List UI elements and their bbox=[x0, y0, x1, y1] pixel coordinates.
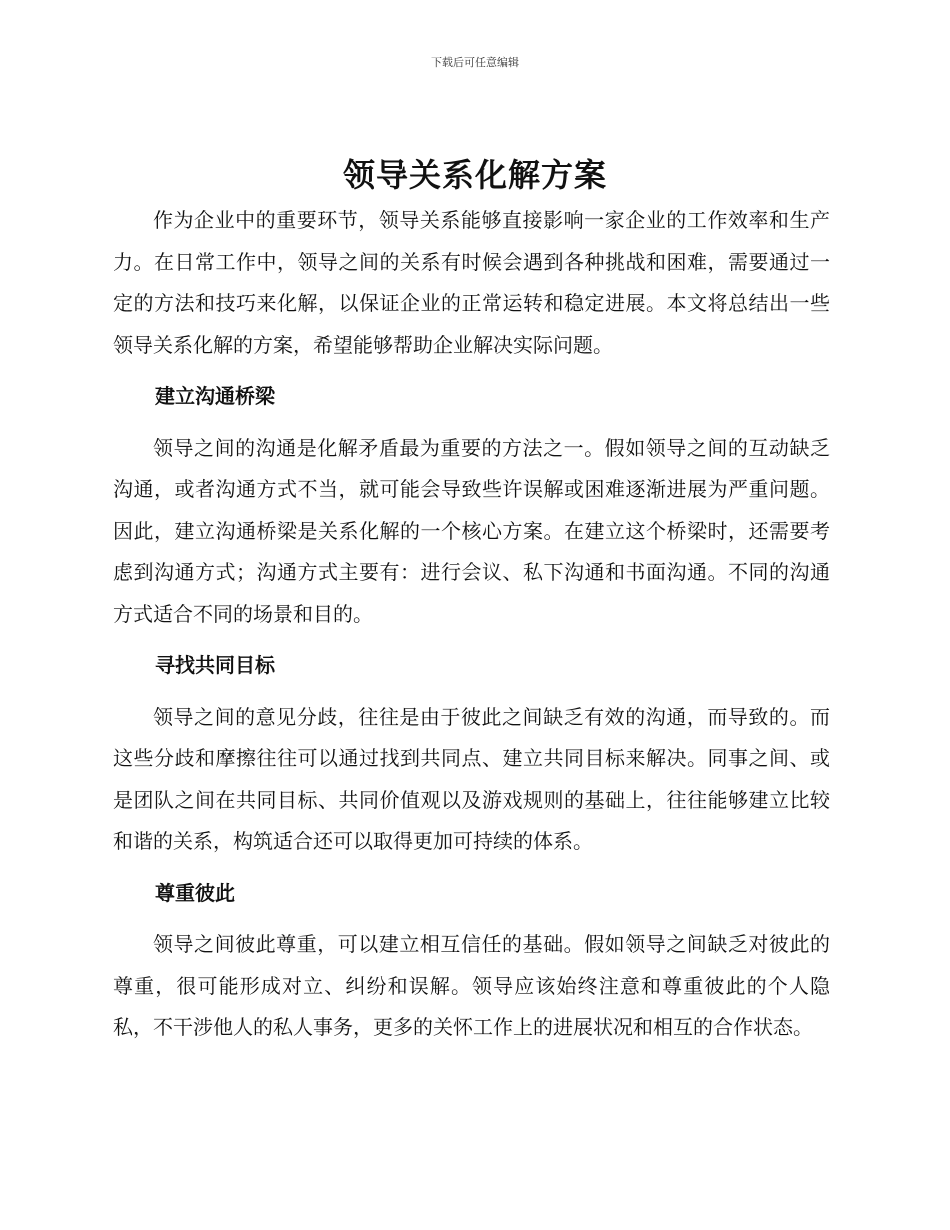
section-heading-common-goal: 寻找共同目标 bbox=[155, 653, 275, 677]
section-heading-respect: 尊重彼此 bbox=[155, 880, 235, 905]
section-heading-communication: 建立沟通桥梁 bbox=[155, 384, 275, 408]
header-note: 下载后可任意编辑 bbox=[431, 56, 519, 69]
section-body-respect: 领导之间彼此尊重，可以建立相互信任的基础。假如领导之间缺乏对彼此的尊重，很可能形成对立、纠纷和误解。领导应该始终注意和尊重彼此的个人隐私，不干涉他人的私人事务，更多的关怀工作上的进展状况和相互的合作状态。 bbox=[113, 932, 830, 1039]
section-body-communication: 领导之间的沟通是化解矛盾最为重要的方法之一。假如领导之间的互动缺乏沟通，或者沟通方式不当，就可能会导致些许误解或困难逐渐进展为严重问题。因此，建立沟通桥梁是关系化解的一个核心方案。在建立这个桥梁时，还需要考虑到沟通方式；沟通方式主要有：进行会议、私下沟通和书面沟通。不同的沟通方式适合不同的场景和目的。 bbox=[113, 435, 830, 626]
document-title: 领导关系化解方案 bbox=[342, 156, 607, 194]
intro-paragraph: 作为企业中的重要环节，领导关系能够直接影响一家企业的工作效率和生产力。在日常工作中，领导之间的关系有时候会遇到各种挑战和困难，需要通过一定的方法和技巧来化解，以保证企业的正常运转和稳定进展。本文将总结出一些领导关系化解的方案，希望能够帮助企业解决实际问题。 bbox=[113, 208, 830, 357]
section-body-common-goal: 领导之间的意见分歧，往往是由于彼此之间缺乏有效的沟通，而导致的。而这些分歧和摩擦往往可以通过找到共同点、建立共同目标来解决。同事之间、或是团队之间在共同目标、共同价值观以及游戏规则的基础上，往往能够建立比较和谐的关系，构筑适合还可以取得更加可持续的体系。 bbox=[113, 704, 830, 853]
document-body bbox=[113, 200, 830, 1059]
